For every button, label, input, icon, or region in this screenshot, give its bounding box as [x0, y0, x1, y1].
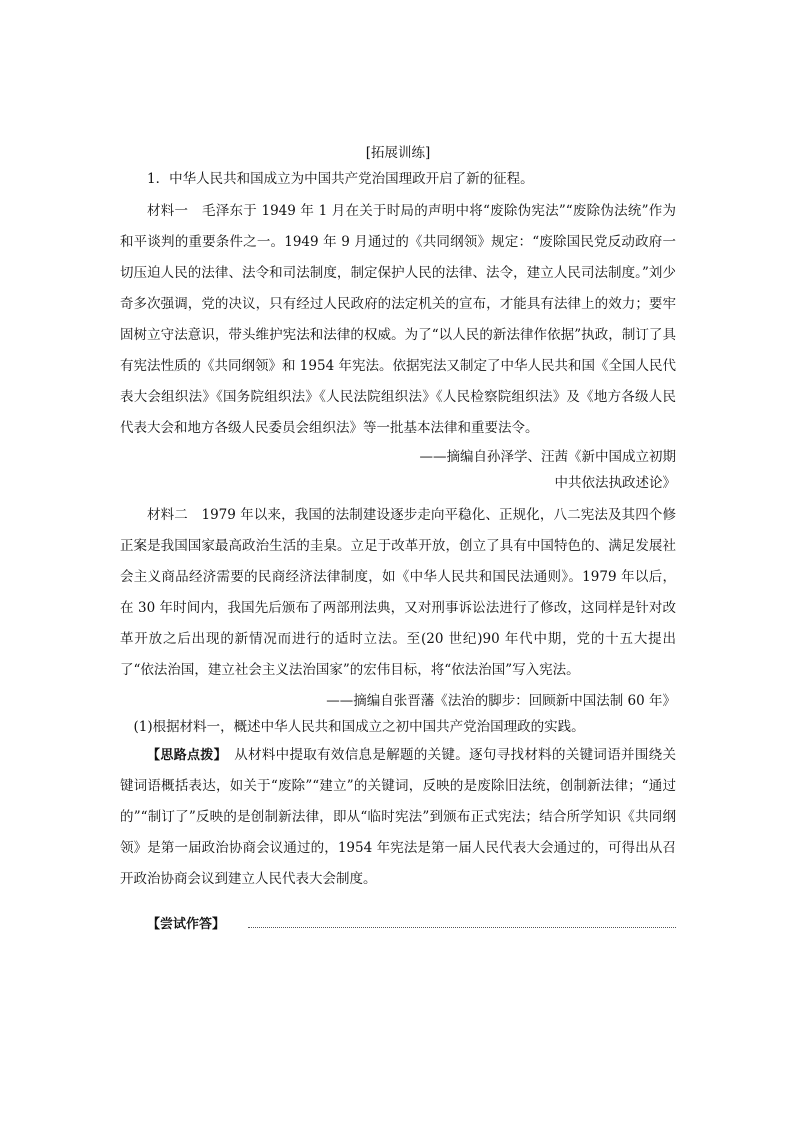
material-one-text: 材料一 毛泽东于 1949 年 1 月在关于时局的声明中将“废除伪宪法”“废除伪法统”作为和平谈判的重要条件之一。1949 年 9 月通过的《共同纲领》规定：“废除国民党反动政府一切压迫人民的法律、法令和司法制度，制定保护人民的法律、法令，建立人民司法制度。”刘少奇多次强调，党的决议，只有经过人民政府的法定机关的宣布，才能具有法律上的效力；要牢固树立守法意识，带头维护宪法和法律的权威。为了“以人民的新法律作依据”执政，制订了具有宪法性质的《共同纲领》和 1954 年宪法。依据宪法又制定了中华人民共和国《全国人民代表大会组织法》《国务院组织法》《人民法院组织法》《人民检察院组织法》及《地方各级人民代表大会和地方各级人民委员会组织法》等一批基本法律和重要法令。 — [120, 203, 676, 436]
material-one-source-line2: 中共依法执政述论》 — [554, 475, 676, 491]
question-one: (1)根据材料一，概述中华人民共和国成立之初中国共产党治国理政的实践。 — [133, 719, 585, 735]
document-body — [120, 140, 676, 935]
hint-label: 【思路点拨】 — [147, 748, 221, 763]
hint-paragraph — [120, 740, 676, 895]
material-two-source: ——摘编自张晋藩《法治的脚步：回顾新中国法制 60 年》 — [326, 693, 676, 709]
material-two-text: 材料二 1979 年以来，我国的法制建设逐步走向平稳化、正规化，八二宪法及其四个修正案是我国国家最高政治生活的圭臬。立足于改革开放，创立了具有中国特色的、满足发展社会主义商品经济需要的民商经济法律制度，如《中华人民共和国民法通则》。1979 年以后，在 30 年时间内，我国先后颁布了两部刑法典，又对刑事诉讼法进行了修改，这同样是针对改革开放之后出现的新情况而进行的适时立法。至(20 世纪)90 年代中期，党的十五大提出了“依法治国，建立社会主义法治国家”的宏伟目标，将“依法治国”写入宪法。 — [120, 507, 676, 678]
answer-label: 【尝试作答】 — [147, 917, 226, 932]
answer-row — [120, 909, 676, 935]
answer-input-line[interactable] — [248, 927, 676, 928]
hint-text: 从材料中提取有效信息是解题的关键。逐句寻找材料的关键词语并围绕关键词语概括表达，如关于“废除”“建立”的关键词，反映的是废除旧法统，创制新法律；“通过的”“制订了”反映的是创制新法律，即从“临时宪法”到颁布正式宪法；结合所学知识《共同纲领》是第一届政治协商会议通过的，1954 年宪法是第一届人民代表大会通过的，可得出从召开政治协商会议到建立人民代表大会制度。 — [120, 747, 676, 887]
question-intro: 1．中华人民共和国成立为中国共产党治国理政开启了新的征程。 — [147, 171, 534, 187]
section-title: [拓展训练] — [365, 145, 431, 161]
material-one-source-line1: ——摘编自孙泽学、汪茜《新中国成立初期 — [419, 449, 676, 465]
